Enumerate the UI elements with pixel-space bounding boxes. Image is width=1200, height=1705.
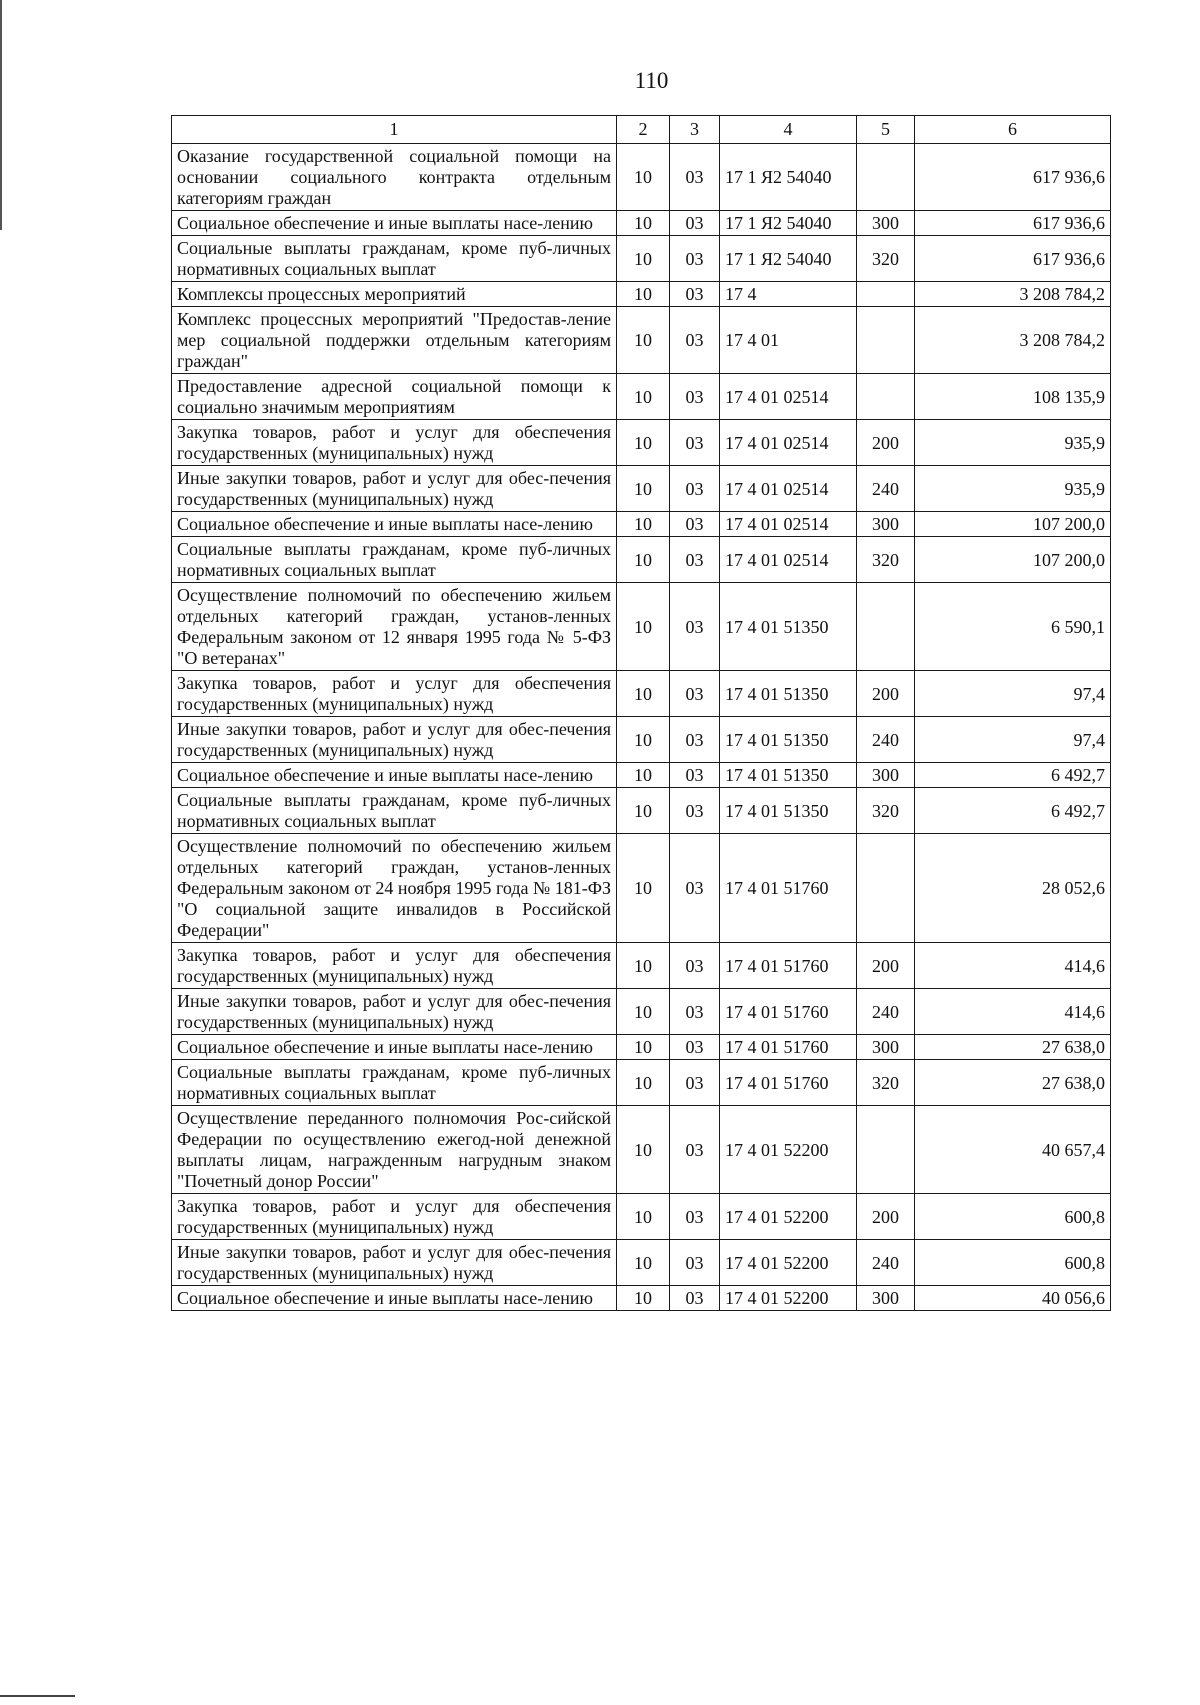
section-code-cell: 10	[617, 717, 670, 763]
row-name-cell: Осуществление полномочий по обеспечению жильем отдельных категорий граждан, установ-ленных Федеральным законом от 24 ноября 1995 года № 181-ФЗ "О социальной защите инвалидов в Российской Федерации"	[172, 834, 617, 943]
amount-cell: 40 056,6	[915, 1286, 1111, 1311]
amount-cell: 27 638,0	[915, 1035, 1111, 1060]
section-code-cell: 10	[617, 943, 670, 989]
subsection-code-cell: 03	[670, 466, 720, 512]
target-article-cell: 17 4 01 52200	[720, 1106, 857, 1194]
section-code-cell: 10	[617, 420, 670, 466]
subsection-code-cell: 03	[670, 763, 720, 788]
expense-type-cell: 200	[857, 943, 915, 989]
target-article-cell: 17 4 01 51760	[720, 1035, 857, 1060]
amount-cell: 3 208 784,2	[915, 282, 1111, 307]
expense-type-cell	[857, 307, 915, 374]
expense-type-cell: 300	[857, 1286, 915, 1311]
amount-cell: 600,8	[915, 1194, 1111, 1240]
subsection-code-cell: 03	[670, 374, 720, 420]
amount-cell: 97,4	[915, 717, 1111, 763]
table-row	[172, 537, 1111, 583]
amount-cell: 935,9	[915, 420, 1111, 466]
row-name-cell: Оказание государственной социальной помощи на основании социального контракта отдельным категориям граждан	[172, 144, 617, 211]
amount-cell: 97,4	[915, 671, 1111, 717]
row-name-cell: Иные закупки товаров, работ и услуг для обес-печения государственных (муниципальных) нужд	[172, 717, 617, 763]
amount-cell: 600,8	[915, 1240, 1111, 1286]
subsection-code-cell: 03	[670, 420, 720, 466]
section-code-cell: 10	[617, 144, 670, 211]
subsection-code-cell: 03	[670, 1060, 720, 1106]
subsection-code-cell: 03	[670, 282, 720, 307]
expense-type-cell: 320	[857, 1060, 915, 1106]
row-name-cell: Закупка товаров, работ и услуг для обеспечения государственных (муниципальных) нужд	[172, 1194, 617, 1240]
header-cell: 4	[720, 116, 857, 144]
amount-cell: 414,6	[915, 989, 1111, 1035]
subsection-code-cell: 03	[670, 943, 720, 989]
section-code-cell: 10	[617, 374, 670, 420]
target-article-cell: 17 4 01 51350	[720, 671, 857, 717]
row-name-cell: Социальное обеспечение и иные выплаты насе-лению	[172, 1286, 617, 1311]
section-code-cell: 10	[617, 1286, 670, 1311]
page-number: 110	[634, 68, 669, 93]
table-row	[172, 211, 1111, 236]
row-name-cell: Осуществление полномочий по обеспечению жильем отдельных категорий граждан, установ-ленных Федеральным законом от 12 января 1995 года № 5-ФЗ "О ветеранах"	[172, 583, 617, 671]
table-row	[172, 282, 1111, 307]
row-name-cell: Предоставление адресной социальной помощи к социально значимым мероприятиям	[172, 374, 617, 420]
amount-cell: 27 638,0	[915, 1060, 1111, 1106]
section-code-cell: 10	[617, 1194, 670, 1240]
amount-cell: 3 208 784,2	[915, 307, 1111, 374]
table-row	[172, 1035, 1111, 1060]
row-name-cell: Закупка товаров, работ и услуг для обеспечения государственных (муниципальных) нужд	[172, 671, 617, 717]
amount-cell: 6 492,7	[915, 763, 1111, 788]
subsection-code-cell: 03	[670, 671, 720, 717]
target-article-cell: 17 4 01 52200	[720, 1194, 857, 1240]
section-code-cell: 10	[617, 1035, 670, 1060]
section-code-cell: 10	[617, 466, 670, 512]
section-code-cell: 10	[617, 989, 670, 1035]
target-article-cell: 17 4 01 02514	[720, 537, 857, 583]
row-name-cell: Иные закупки товаров, работ и услуг для обес-печения государственных (муниципальных) нужд	[172, 1240, 617, 1286]
expense-type-cell	[857, 1106, 915, 1194]
table-row	[172, 466, 1111, 512]
section-code-cell: 10	[617, 834, 670, 943]
expense-type-cell: 240	[857, 717, 915, 763]
row-name-cell: Социальное обеспечение и иные выплаты насе-лению	[172, 211, 617, 236]
subsection-code-cell: 03	[670, 144, 720, 211]
target-article-cell: 17 1 Я2 54040	[720, 211, 857, 236]
target-article-cell: 17 4 01 51350	[720, 763, 857, 788]
target-article-cell: 17 4 01 51760	[720, 834, 857, 943]
subsection-code-cell: 03	[670, 1240, 720, 1286]
table-row	[172, 374, 1111, 420]
target-article-cell: 17 4 01 51350	[720, 717, 857, 763]
table-row	[172, 989, 1111, 1035]
table-row	[172, 1286, 1111, 1311]
amount-cell: 40 657,4	[915, 1106, 1111, 1194]
expense-type-cell	[857, 282, 915, 307]
target-article-cell: 17 4 01 51350	[720, 788, 857, 834]
section-code-cell: 10	[617, 1240, 670, 1286]
amount-cell: 617 936,6	[915, 211, 1111, 236]
amount-cell: 107 200,0	[915, 537, 1111, 583]
subsection-code-cell: 03	[670, 307, 720, 374]
header-cell: 3	[670, 116, 720, 144]
row-name-cell: Осуществление переданного полномочия Рос-сийской Федерации по осуществлению ежегод-ной денежной выплаты лицам, награжденным нагрудным знаком "Почетный донор России"	[172, 1106, 617, 1194]
amount-cell: 107 200,0	[915, 512, 1111, 537]
amount-cell: 935,9	[915, 466, 1111, 512]
expense-type-cell: 200	[857, 420, 915, 466]
amount-cell: 617 936,6	[915, 236, 1111, 282]
expense-type-cell: 240	[857, 989, 915, 1035]
expense-type-cell: 300	[857, 211, 915, 236]
row-name-cell: Иные закупки товаров, работ и услуг для обес-печения государственных (муниципальных) нужд	[172, 466, 617, 512]
amount-cell: 28 052,6	[915, 834, 1111, 943]
row-name-cell: Закупка товаров, работ и услуг для обеспечения государственных (муниципальных) нужд	[172, 943, 617, 989]
subsection-code-cell: 03	[670, 583, 720, 671]
subsection-code-cell: 03	[670, 1286, 720, 1311]
row-name-cell: Закупка товаров, работ и услуг для обеспечения государственных (муниципальных) нужд	[172, 420, 617, 466]
table-row	[172, 1060, 1111, 1106]
row-name-cell: Социальные выплаты гражданам, кроме пуб-личных нормативных социальных выплат	[172, 537, 617, 583]
header-cell: 1	[172, 116, 617, 144]
subsection-code-cell: 03	[670, 512, 720, 537]
table-row	[172, 717, 1111, 763]
section-code-cell: 10	[617, 583, 670, 671]
table-row	[172, 1106, 1111, 1194]
budget-table	[171, 115, 1111, 1311]
target-article-cell: 17 4 01 51760	[720, 943, 857, 989]
subsection-code-cell: 03	[670, 1035, 720, 1060]
header-row	[172, 116, 1111, 144]
table-row	[172, 512, 1111, 537]
expense-type-cell: 300	[857, 763, 915, 788]
expense-type-cell	[857, 834, 915, 943]
section-code-cell: 10	[617, 1106, 670, 1194]
target-article-cell: 17 4 01 52200	[720, 1286, 857, 1311]
expense-type-cell	[857, 374, 915, 420]
subsection-code-cell: 03	[670, 537, 720, 583]
scan-edge-mark-bottom	[0, 1695, 75, 1697]
subsection-code-cell: 03	[670, 834, 720, 943]
subsection-code-cell: 03	[670, 1194, 720, 1240]
header-cell: 2	[617, 116, 670, 144]
header-cell: 5	[857, 116, 915, 144]
table-row	[172, 943, 1111, 989]
subsection-code-cell: 03	[670, 236, 720, 282]
table-row	[172, 1240, 1111, 1286]
target-article-cell: 17 4 01 51760	[720, 1060, 857, 1106]
amount-cell: 108 135,9	[915, 374, 1111, 420]
expense-type-cell	[857, 583, 915, 671]
table-row	[172, 1194, 1111, 1240]
table-row	[172, 307, 1111, 374]
target-article-cell: 17 1 Я2 54040	[720, 144, 857, 211]
scan-edge-mark	[0, 0, 2, 230]
section-code-cell: 10	[617, 763, 670, 788]
subsection-code-cell: 03	[670, 788, 720, 834]
subsection-code-cell: 03	[670, 1106, 720, 1194]
table-row	[172, 788, 1111, 834]
target-article-cell: 17 4 01	[720, 307, 857, 374]
target-article-cell: 17 4 01 52200	[720, 1240, 857, 1286]
expense-type-cell: 240	[857, 466, 915, 512]
target-article-cell: 17 4 01 02514	[720, 420, 857, 466]
expense-type-cell: 300	[857, 512, 915, 537]
target-article-cell: 17 4 01 02514	[720, 374, 857, 420]
table-row	[172, 236, 1111, 282]
target-article-cell: 17 1 Я2 54040	[720, 236, 857, 282]
expense-type-cell: 320	[857, 236, 915, 282]
expense-type-cell: 320	[857, 537, 915, 583]
target-article-cell: 17 4	[720, 282, 857, 307]
row-name-cell: Социальные выплаты гражданам, кроме пуб-личных нормативных социальных выплат	[172, 1060, 617, 1106]
table-row	[172, 583, 1111, 671]
section-code-cell: 10	[617, 236, 670, 282]
row-name-cell: Социальное обеспечение и иные выплаты насе-лению	[172, 512, 617, 537]
row-name-cell: Социальное обеспечение и иные выплаты насе-лению	[172, 763, 617, 788]
row-name-cell: Социальные выплаты гражданам, кроме пуб-личных нормативных социальных выплат	[172, 788, 617, 834]
expense-type-cell: 320	[857, 788, 915, 834]
section-code-cell: 10	[617, 282, 670, 307]
section-code-cell: 10	[617, 1060, 670, 1106]
section-code-cell: 10	[617, 211, 670, 236]
row-name-cell: Иные закупки товаров, работ и услуг для обес-печения государственных (муниципальных) нужд	[172, 989, 617, 1035]
row-name-cell: Социальное обеспечение и иные выплаты насе-лению	[172, 1035, 617, 1060]
section-code-cell: 10	[617, 512, 670, 537]
row-name-cell: Комплекс процессных мероприятий "Предостав-ление мер социальной поддержки отдельным категориям граждан"	[172, 307, 617, 374]
row-name-cell: Комплексы процессных мероприятий	[172, 282, 617, 307]
expense-type-cell	[857, 144, 915, 211]
table-row	[172, 420, 1111, 466]
section-code-cell: 10	[617, 671, 670, 717]
target-article-cell: 17 4 01 51760	[720, 989, 857, 1035]
table-row	[172, 834, 1111, 943]
row-name-cell: Социальные выплаты гражданам, кроме пуб-личных нормативных социальных выплат	[172, 236, 617, 282]
subsection-code-cell: 03	[670, 717, 720, 763]
target-article-cell: 17 4 01 02514	[720, 466, 857, 512]
table-row	[172, 144, 1111, 211]
section-code-cell: 10	[617, 537, 670, 583]
expense-type-cell: 240	[857, 1240, 915, 1286]
amount-cell: 617 936,6	[915, 144, 1111, 211]
section-code-cell: 10	[617, 307, 670, 374]
header-cell: 6	[915, 116, 1111, 144]
expense-type-cell: 200	[857, 1194, 915, 1240]
table-row	[172, 671, 1111, 717]
amount-cell: 6 590,1	[915, 583, 1111, 671]
amount-cell: 6 492,7	[915, 788, 1111, 834]
subsection-code-cell: 03	[670, 211, 720, 236]
section-code-cell: 10	[617, 788, 670, 834]
table-row	[172, 763, 1111, 788]
expense-type-cell: 300	[857, 1035, 915, 1060]
subsection-code-cell: 03	[670, 989, 720, 1035]
expense-type-cell: 200	[857, 671, 915, 717]
amount-cell: 414,6	[915, 943, 1111, 989]
target-article-cell: 17 4 01 51350	[720, 583, 857, 671]
target-article-cell: 17 4 01 02514	[720, 512, 857, 537]
